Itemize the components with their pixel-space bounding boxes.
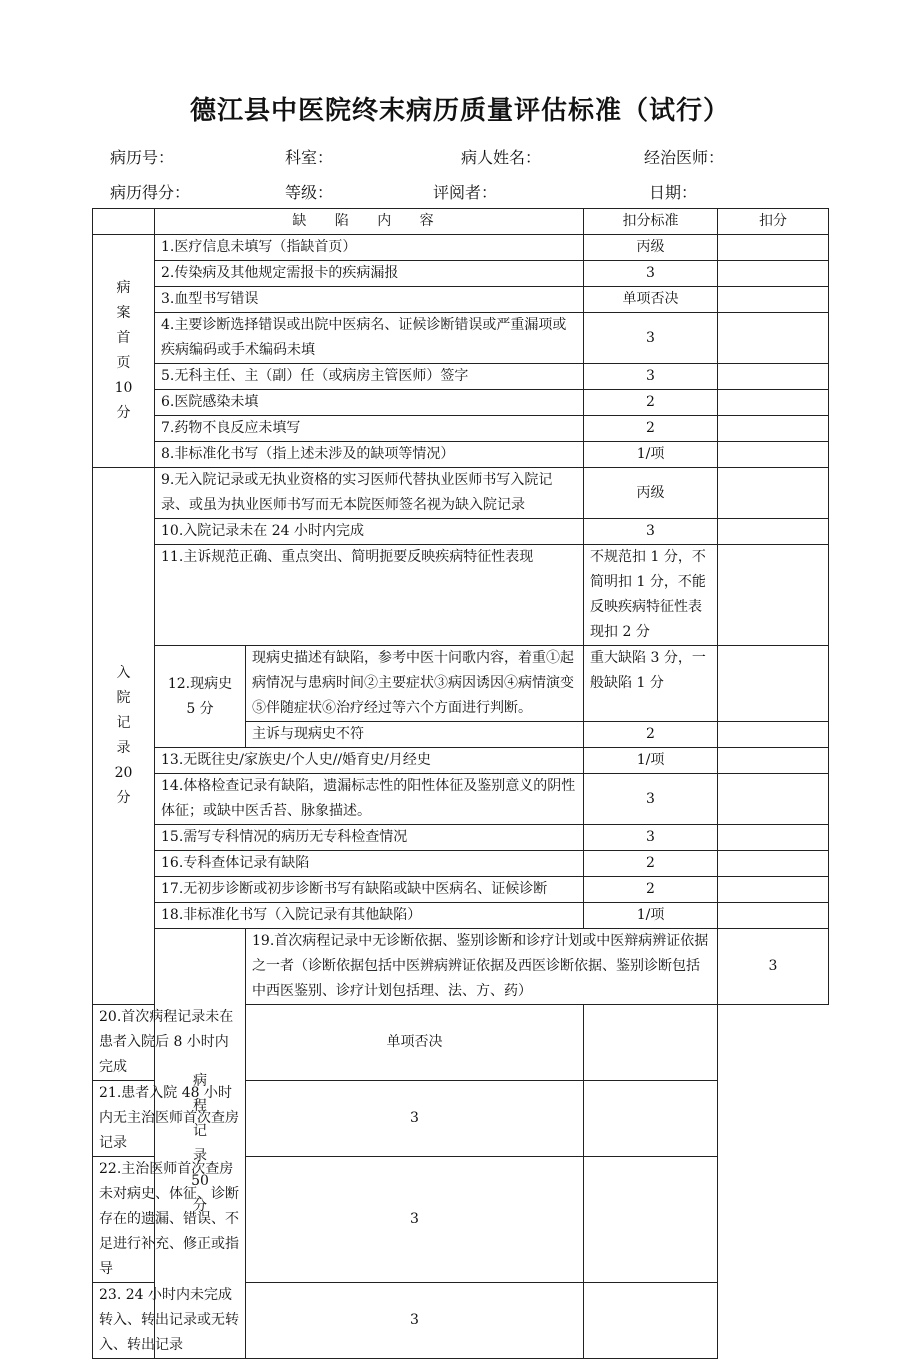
reviewer-label: 评阅者： bbox=[433, 183, 498, 202]
row-text: 主诉与现病史不符 bbox=[246, 722, 584, 748]
table-row bbox=[93, 877, 829, 903]
deduct-cell[interactable] bbox=[718, 468, 829, 519]
row-standard: 3 bbox=[246, 1157, 584, 1283]
row-text: 17.无初步诊断或初步诊断书写有缺陷或缺中医病名、证候诊断 bbox=[155, 877, 584, 903]
row-standard: 1/项 bbox=[584, 748, 718, 774]
deduct-cell[interactable] bbox=[718, 313, 829, 364]
table-row bbox=[93, 748, 829, 774]
doctor-label: 经治医师： bbox=[644, 148, 725, 167]
table-row bbox=[93, 390, 829, 416]
row-standard: 重大缺陷 3 分，一般缺陷 1 分 bbox=[584, 646, 718, 722]
date-label: 日期： bbox=[649, 183, 698, 202]
deduct-cell[interactable] bbox=[718, 903, 829, 929]
row-text: 6.医院感染未填 bbox=[155, 390, 584, 416]
row-standard: 3 bbox=[246, 1081, 584, 1157]
section-label-progress: 病 程 记 录 50 分 bbox=[155, 929, 246, 1359]
patient-name-label: 病人姓名： bbox=[461, 148, 542, 167]
table-row bbox=[93, 364, 829, 390]
deduct-cell[interactable] bbox=[718, 545, 829, 646]
row-text: 22.主治医师首次查房未对病史、体征、诊断存在的遗漏、错误、不足进行补充、修正或指导 bbox=[93, 1157, 246, 1283]
row-text: 21.患者入院 48 小时内无主治医师首次查房记录 bbox=[93, 1081, 246, 1157]
deduct-cell[interactable] bbox=[584, 1283, 718, 1359]
row-standard: 2 bbox=[584, 722, 718, 748]
table-row bbox=[93, 774, 829, 825]
deduct-cell[interactable] bbox=[718, 235, 829, 261]
row-standard: 丙级 bbox=[584, 468, 718, 519]
table-row bbox=[93, 313, 829, 364]
header-content: 缺 陷 内 容 bbox=[155, 209, 584, 235]
deduct-cell[interactable] bbox=[584, 1081, 718, 1157]
row-text: 11.主诉规范正确、重点突出、简明扼要反映疾病特征性表现 bbox=[155, 545, 584, 646]
deduct-cell[interactable] bbox=[718, 748, 829, 774]
page-title: 德江县中医院终末病历质量评估标准（试行） bbox=[189, 96, 730, 126]
row-text: 4.主要诊断选择错误或出院中医病名、证候诊断错误或严重漏项或疾病编码或手术编码未填 bbox=[155, 313, 584, 364]
grade-label: 等级： bbox=[285, 183, 334, 202]
deduct-cell[interactable] bbox=[718, 722, 829, 748]
deduct-cell[interactable] bbox=[584, 1157, 718, 1283]
row-text: 15.需写专科情况的病历无专科检查情况 bbox=[155, 825, 584, 851]
row-standard: 2 bbox=[584, 416, 718, 442]
row-standard: 1/项 bbox=[584, 903, 718, 929]
row-standard: 单项否决 bbox=[584, 287, 718, 313]
table-row bbox=[93, 825, 829, 851]
row-text: 23. 24 小时内未完成转入、转出记录或无转入、转出记录 bbox=[93, 1283, 246, 1359]
row-text: 现病史描述有缺陷，参考中医十问歌内容，着重①起病情况与患病时间②主要症状③病因诱因④病情演变⑤伴随症状⑥治疗经过等六个方面进行判断。 bbox=[246, 646, 584, 722]
row-text: 18.非标准化书写（入院记录有其他缺陷） bbox=[155, 903, 584, 929]
table-row bbox=[93, 1283, 829, 1359]
deduct-cell[interactable] bbox=[718, 774, 829, 825]
row-text: 9.无入院记录或无执业资格的实习医师代替执业医师书写入院记录、或虽为执业医师书写而无本院医师签名视为缺入院记录 bbox=[155, 468, 584, 519]
table-row bbox=[93, 261, 829, 287]
deduct-cell[interactable] bbox=[584, 1005, 718, 1081]
table-row bbox=[93, 416, 829, 442]
row-standard: 3 bbox=[584, 519, 718, 545]
table-row bbox=[93, 235, 829, 261]
row-text: 19.首次病程记录中无诊断依据、鉴别诊断和诊疗计划或中医辩病辨证依据之一者（诊断依据包括中医辨病辨证依据及西医诊断依据、鉴别诊断包括中西医鉴别、诊疗计划包括理、法、方、药） bbox=[246, 929, 718, 1005]
row-standard: 3 bbox=[718, 929, 829, 1005]
section-label-homepage: 病 案 首 页 10 分 bbox=[93, 235, 155, 468]
row-standard: 3 bbox=[584, 774, 718, 825]
row-text: 2.传染病及其他规定需报卡的疾病漏报 bbox=[155, 261, 584, 287]
row-text: 16.专科查体记录有缺陷 bbox=[155, 851, 584, 877]
record-no-label: 病历号： bbox=[110, 148, 175, 167]
row-standard: 不规范扣 1 分，不简明扣 1 分，不能反映疾病特征性表现扣 2 分 bbox=[584, 545, 718, 646]
row-text: 8.非标准化书写（指上述未涉及的缺项等情况） bbox=[155, 442, 584, 468]
table-row bbox=[93, 442, 829, 468]
header-blank-cell bbox=[93, 209, 155, 235]
evaluation-table bbox=[92, 208, 829, 1359]
row-standard: 丙级 bbox=[584, 235, 718, 261]
row-standard: 2 bbox=[584, 877, 718, 903]
deduct-cell[interactable] bbox=[718, 261, 829, 287]
deduct-cell[interactable] bbox=[718, 877, 829, 903]
deduct-cell[interactable] bbox=[718, 825, 829, 851]
table-row bbox=[93, 519, 829, 545]
table-row bbox=[93, 929, 829, 1005]
deduct-cell[interactable] bbox=[718, 646, 829, 722]
row-text: 20.首次病程记录未在患者入院后 8 小时内完成 bbox=[93, 1005, 246, 1081]
table-row bbox=[93, 646, 829, 722]
row-text: 5.无科主任、主（副）任（或病房主管医师）签字 bbox=[155, 364, 584, 390]
deduct-cell[interactable] bbox=[718, 519, 829, 545]
row-text: 13.无既往史/家族史/个人史//婚育史/月经史 bbox=[155, 748, 584, 774]
deduct-cell[interactable] bbox=[718, 364, 829, 390]
row-standard: 2 bbox=[584, 851, 718, 877]
header-standard: 扣分标准 bbox=[584, 209, 718, 235]
row-text: 14.体格检查记录有缺陷，遗漏标志性的阳性体征及鉴别意义的阴性体征；或缺中医舌苔、脉象描述。 bbox=[155, 774, 584, 825]
history-label: 12.现病史 5 分 bbox=[155, 646, 246, 748]
row-standard: 3 bbox=[584, 261, 718, 287]
header-deduct: 扣分 bbox=[718, 209, 829, 235]
row-text: 1.医疗信息未填写（指缺首页） bbox=[155, 235, 584, 261]
department-label: 科室： bbox=[285, 148, 334, 167]
row-standard: 3 bbox=[584, 364, 718, 390]
table-row bbox=[93, 903, 829, 929]
row-text: 3.血型书写错误 bbox=[155, 287, 584, 313]
deduct-cell[interactable] bbox=[718, 390, 829, 416]
row-text: 10.入院记录未在 24 小时内完成 bbox=[155, 519, 584, 545]
row-standard: 2 bbox=[584, 390, 718, 416]
table-row bbox=[93, 851, 829, 877]
deduct-cell[interactable] bbox=[718, 851, 829, 877]
row-standard: 3 bbox=[584, 825, 718, 851]
row-standard: 单项否决 bbox=[246, 1005, 584, 1081]
score-label: 病历得分： bbox=[110, 183, 191, 202]
table-header-row bbox=[93, 209, 829, 235]
table-row bbox=[93, 1157, 829, 1283]
section-label-admission: 入 院 记 录 20 分 bbox=[93, 468, 155, 1005]
row-standard: 3 bbox=[246, 1283, 584, 1359]
table-row bbox=[93, 468, 829, 519]
deduct-cell[interactable] bbox=[718, 287, 829, 313]
row-text: 7.药物不良反应未填写 bbox=[155, 416, 584, 442]
row-standard: 1/项 bbox=[584, 442, 718, 468]
row-standard: 3 bbox=[584, 313, 718, 364]
deduct-cell[interactable] bbox=[718, 416, 829, 442]
deduct-cell[interactable] bbox=[718, 442, 829, 468]
table-row bbox=[93, 287, 829, 313]
table-row bbox=[93, 545, 829, 646]
